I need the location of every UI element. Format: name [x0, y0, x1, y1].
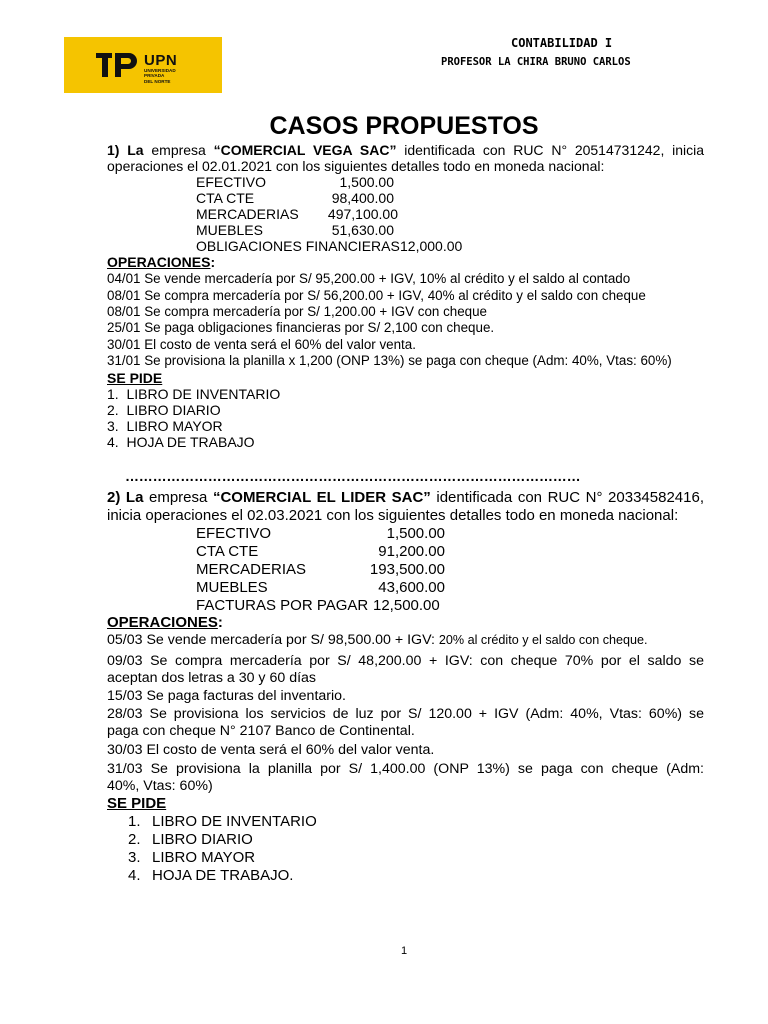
operation-item: 30/03 El costo de venta será el 60% del valor venta.: [107, 742, 435, 758]
operation-item: 08/01 Se compra mercadería por S/ 56,200.00 + IGV, 40% al crédito y el saldo con cheque: [107, 288, 646, 303]
task-item: 4. HOJA DE TRABAJO: [107, 434, 255, 450]
task-item: 1. LIBRO DE INVENTARIO: [107, 386, 281, 402]
case1-number: 1) La: [107, 142, 144, 158]
operation-item: 30/01 El costo de venta será el 60% del valor venta.: [107, 337, 416, 352]
case1-intro-line2: operaciones el 02.01.2021 con los siguientes detalles todo en moneda nacional:: [107, 158, 605, 174]
page-title: CASOS PROPUESTOS: [269, 112, 539, 140]
case2-intro-word: empresa: [149, 489, 208, 506]
asset-name: FACTURAS POR PAGAR: [196, 597, 369, 614]
operation-item: 08/01 Se compra mercadería por S/ 1,200.00 + IGV con cheque: [107, 304, 488, 319]
asset-value: 1,500.00: [339, 174, 394, 190]
operation-item: 15/03 Se paga facturas del inventario.: [107, 688, 346, 704]
case1-company: “COMERCIAL VEGA SAC”: [213, 142, 397, 158]
asset-name: MERCADERIAS: [196, 206, 299, 222]
operations-heading-text: OPERACIONES: [107, 614, 218, 631]
asset-value: 1,500.00: [386, 525, 445, 542]
asset-name: CTA CTE: [196, 190, 255, 206]
asset-name: MUEBLES: [196, 579, 268, 596]
operations-heading-colon: :: [217, 614, 223, 631]
asset-value: 12,000.00: [400, 238, 463, 254]
course-name: CONTABILIDAD I: [511, 36, 613, 50]
asset-name: MERCADERIAS: [196, 561, 307, 578]
case2-intro-line1: [107, 489, 704, 506]
case2-ruc: identificada con RUC N° 20334582416,: [436, 489, 704, 506]
asset-value: 12,500.00: [373, 597, 440, 614]
task-number: 4.: [128, 867, 141, 884]
case2-se-pide: SE PIDE: [107, 795, 167, 812]
operations-heading-text: OPERACIONES: [107, 254, 211, 270]
operation-item: 28/03 Se provisiona los servicios de luz por S/ 120.00 + IGV (Adm: 40%, Vtas: 60%) se: [107, 706, 704, 722]
task-item: 3. LIBRO MAYOR: [107, 418, 223, 434]
operation-item-cont: paga con cheque N° 2107 Banco de Continental.: [107, 723, 415, 739]
logo-word: UPN: [144, 52, 178, 69]
asset-name: CTA CTE: [196, 543, 259, 560]
asset-value: 98,400.00: [331, 190, 394, 206]
case1-ruc: identificada con RUC N° 20514731242, inicia: [404, 142, 705, 158]
operation-item: 31/03 Se provisiona la planilla por S/ 1,400.00 (ONP 13%) se paga con cheque (Adm:: [107, 761, 704, 777]
asset-name: EFECTIVO: [196, 174, 267, 190]
asset-name: OBLIGACIONES FINANCIERAS: [196, 238, 400, 254]
operation-item: [107, 632, 648, 648]
task-item: 2. LIBRO DIARIO: [107, 402, 221, 418]
case2-number: 2) La: [107, 489, 144, 506]
section-separator: ………………………………………………………………………………………: [125, 468, 581, 484]
task-number: 2.: [128, 831, 141, 848]
operation-item: 25/01 Se paga obligaciones financieras por S/ 2,100 con cheque.: [107, 320, 495, 335]
logo-subtitle: UNIVERSIDAD PRIVADA DEL NORTE: [144, 68, 176, 84]
operation-item: 04/01 Se vende mercadería por S/ 95,200.00 + IGV, 10% al crédito y el saldo al contado: [107, 271, 631, 286]
asset-name: MUEBLES: [196, 222, 263, 238]
asset-value: 43,600.00: [378, 579, 445, 596]
task-item: LIBRO DE INVENTARIO: [152, 813, 317, 830]
upn-logo: [64, 37, 222, 93]
asset-name: EFECTIVO: [196, 525, 272, 542]
asset-value: 51,630.00: [331, 222, 394, 238]
case1-se-pide: SE PIDE: [107, 370, 163, 386]
task-item: LIBRO DIARIO: [152, 831, 253, 848]
operation-item: 31/01 Se provisiona la planilla x 1,200 (ONP 13%) se paga con cheque (Adm: 40%, Vtas: 60%): [107, 353, 672, 368]
asset-value: 193,500.00: [369, 561, 445, 578]
page-number: 1: [401, 945, 408, 957]
task-number: 3.: [128, 849, 141, 866]
task-number: 1.: [128, 813, 141, 830]
operation-text: 05/03 Se vende mercadería por S/ 98,500.00 + IGV:: [107, 632, 435, 648]
operation-item-cont: aceptan dos letras a 30 y 60 días: [107, 670, 317, 686]
operation-item-cont: 40%, Vtas: 60%): [107, 778, 213, 794]
case2-company: “COMERCIAL EL LIDER SAC”: [212, 489, 431, 506]
upn-logo-mark: [96, 51, 140, 79]
case1-intro-word: empresa: [151, 142, 206, 158]
operation-item: 09/03 Se compra mercadería por S/ 48,200.00 + IGV: con cheque 70% por el saldo se: [107, 653, 704, 669]
case1-intro-line1: [107, 142, 704, 158]
case1-operations-heading: [107, 254, 215, 270]
asset-value: 497,100.00: [327, 206, 398, 222]
case2-intro-line2: inicia operaciones el 02.03.2021 con los siguientes detalles todo en moneda nacional:: [107, 507, 679, 524]
task-item: LIBRO MAYOR: [152, 849, 256, 866]
task-item: HOJA DE TRABAJO.: [152, 867, 294, 884]
asset-value: 91,200.00: [378, 543, 445, 560]
professor-name: PROFESOR LA CHIRA BRUNO CARLOS: [441, 56, 631, 68]
operations-heading-colon: :: [210, 254, 216, 270]
operation-text-small: 20% al crédito y el saldo con cheque.: [438, 633, 648, 647]
case2-operations-heading: [107, 614, 223, 631]
